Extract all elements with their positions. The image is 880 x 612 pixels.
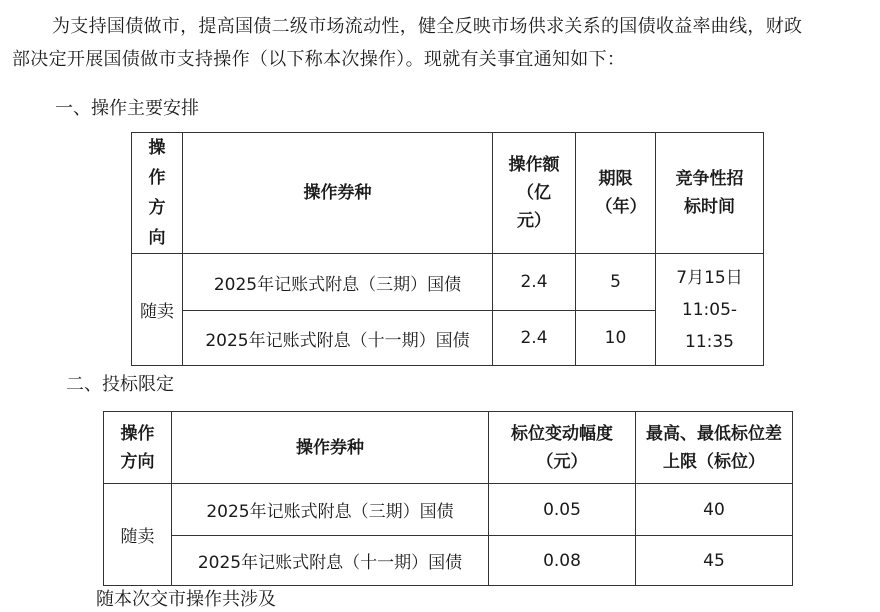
header-time: 竞争性招标时间 (656, 133, 764, 254)
header-direction: 操作方向 (132, 133, 183, 254)
section-1-heading: 一、操作主要安排 (55, 98, 199, 119)
bidding-limits-table (103, 411, 793, 586)
table-row (104, 484, 793, 536)
header-amount: 操作额（亿元） (493, 133, 576, 254)
bond-cell: 2025年记账式附息（三期）国债 (172, 484, 489, 536)
cutoff-text-line: 随本次交市操作共涉及 (96, 589, 276, 610)
bond-cell: 2025年记账式附息（十一期）国债 (183, 311, 493, 366)
header-direction: 操作方向 (104, 412, 172, 484)
intro-line-2: 部决定开展国债做市支持操作（以下称本次操作）。现就有关事宜通知如下： (12, 49, 626, 70)
header-limit: 最高、最低标位差上限（标位） (636, 412, 793, 484)
time-cell: 7月15日 11:05- 11:35 (656, 254, 764, 366)
header-term: 期限（年） (576, 133, 656, 254)
intro-line-1: 为支持国债做市，提高国债二级市场流动性，健全反映市场供求关系的国债收益率曲线，财政 (52, 16, 803, 37)
bond-cell: 2025年记账式附息（三期）国债 (183, 254, 493, 311)
header-bond: 操作券种 (172, 412, 489, 484)
header-step: 标位变动幅度（元） (489, 412, 636, 484)
direction-cell: 随卖 (104, 484, 172, 586)
header-bond: 操作券种 (183, 133, 493, 254)
intro-paragraph (12, 10, 876, 76)
table-row (104, 536, 793, 586)
table-header-row (132, 133, 764, 254)
bond-cell: 2025年记账式附息（十一期）国债 (172, 536, 489, 586)
term-cell: 10 (576, 311, 656, 366)
amount-cell: 2.4 (493, 311, 576, 366)
step-cell: 0.05 (489, 484, 636, 536)
term-cell: 5 (576, 254, 656, 311)
amount-cell: 2.4 (493, 254, 576, 311)
operation-arrangement-table (131, 132, 764, 366)
direction-cell: 随卖 (132, 254, 183, 366)
table-row (132, 254, 764, 311)
limit-cell: 40 (636, 484, 793, 536)
table-header-row (104, 412, 793, 484)
step-cell: 0.08 (489, 536, 636, 586)
limit-cell: 45 (636, 536, 793, 586)
section-2-heading: 二、投标限定 (66, 374, 174, 395)
